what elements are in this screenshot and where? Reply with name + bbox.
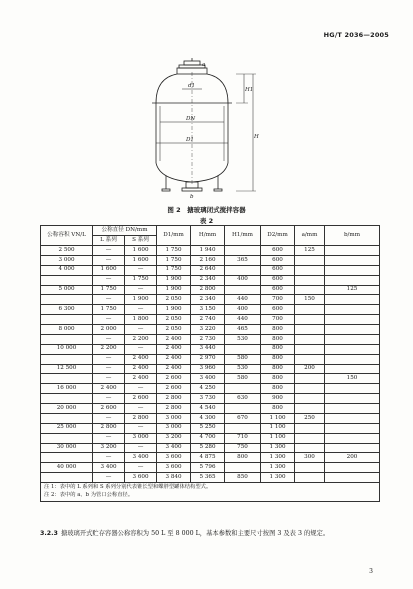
table-cell-s: —: [125, 384, 157, 394]
table-cell-h: 3 730: [191, 394, 225, 404]
label-d1: d1: [188, 83, 196, 89]
table-cell-s: 2 400: [125, 354, 157, 364]
specification-table: [40, 225, 380, 502]
vessel-drawing: [116, 58, 286, 198]
table-caption: 表 2: [199, 217, 214, 225]
table-cell-d2: 800: [261, 354, 295, 364]
table-cell-vn: 6 300: [41, 305, 93, 315]
table-cell-b: [325, 413, 380, 423]
table-cell-h: 4 540: [191, 404, 225, 414]
table-row: [41, 344, 380, 354]
table-cell-b: [325, 433, 380, 443]
table-cell-l: —: [93, 295, 125, 305]
table-cell-h1: 440: [225, 295, 261, 305]
table-cell-b: [325, 275, 380, 285]
table-cell-s: —: [125, 325, 157, 335]
table-row: [41, 246, 380, 256]
label-a: a: [202, 62, 206, 68]
table-cell-h: 2 800: [191, 285, 225, 295]
table-cell-h1: 465: [225, 325, 261, 335]
header-h1: H1/mm: [225, 226, 261, 246]
table-cell-vn: [41, 315, 93, 325]
table-cell-h: 3 400: [191, 374, 225, 384]
table-cell-l: —: [93, 364, 125, 374]
table-cell-b: [325, 255, 380, 265]
table-cell-h: 3 150: [191, 305, 225, 315]
table-row: [41, 453, 380, 463]
table-cell-a: [295, 394, 325, 404]
table-row: [41, 285, 380, 295]
table-cell-h: 4 250: [191, 384, 225, 394]
table-cell-vn: 30 000: [41, 443, 93, 453]
table-cell-d1: 1 900: [157, 305, 191, 315]
table-cell-b: [325, 423, 380, 433]
section-number: 3.2.3: [40, 530, 58, 537]
table-cell-h: 2 340: [191, 275, 225, 285]
table-cell-d1: 1 900: [157, 285, 191, 295]
table-cell-h1: 365: [225, 255, 261, 265]
table-cell-vn: [41, 473, 93, 483]
table-cell-s: —: [125, 344, 157, 354]
table-cell-d2: 1 300: [261, 473, 295, 483]
table-cell-b: [325, 344, 380, 354]
table-cell-h1: 580: [225, 354, 261, 364]
table-row: [41, 473, 380, 483]
table-notes: [41, 483, 380, 502]
table-cell-d1: 2 400: [157, 354, 191, 364]
table-cell-b: [325, 384, 380, 394]
table-cell-d2: 800: [261, 404, 295, 414]
table-cell-a: 125: [295, 246, 325, 256]
table-cell-s: 2 200: [125, 334, 157, 344]
table-cell-s: —: [125, 305, 157, 315]
table-cell-d2: 1 100: [261, 413, 295, 423]
table-cell-d1: 2 800: [157, 404, 191, 414]
table-cell-d2: 600: [261, 275, 295, 285]
table-row: [41, 394, 380, 404]
table-cell-l: —: [93, 246, 125, 256]
table-cell-vn: [41, 334, 93, 344]
table-cell-h: 4 875: [191, 453, 225, 463]
table-cell-a: 150: [295, 295, 325, 305]
table-cell-l: —: [93, 413, 125, 423]
table-cell-h1: [225, 384, 261, 394]
table-cell-s: 1 800: [125, 315, 157, 325]
table-cell-h1: 400: [225, 275, 261, 285]
table-cell-vn: 3 000: [41, 255, 93, 265]
table-cell-h1: 440: [225, 315, 261, 325]
label-D1: D1: [186, 137, 194, 143]
table-cell-b: 125: [325, 285, 380, 295]
table-cell-vn: 10 000: [41, 344, 93, 354]
table-cell-a: [295, 305, 325, 315]
table-cell-b: [325, 473, 380, 483]
table-cell-s: —: [125, 404, 157, 414]
table-cell-h1: 710: [225, 433, 261, 443]
table-cell-d1: 2 050: [157, 295, 191, 305]
table-cell-h: 2 160: [191, 255, 225, 265]
table-cell-d1: 2 050: [157, 325, 191, 335]
header-dn-group: 公称直径 DN/mm: [93, 226, 157, 236]
table-cell-a: 200: [295, 364, 325, 374]
table-cell-d1: 3 600: [157, 463, 191, 473]
table-cell-b: [325, 404, 380, 414]
page-number: 3: [369, 568, 373, 575]
table-cell-h1: 670: [225, 413, 261, 423]
figure-caption: 图 2 搪玻璃闭式搅拌容器: [167, 206, 246, 214]
table-cell-h: 3 960: [191, 364, 225, 374]
table-cell-h: 2 740: [191, 315, 225, 325]
label-H1: H1: [245, 87, 254, 93]
table-cell-s: 3 600: [125, 473, 157, 483]
table-cell-h1: 400: [225, 305, 261, 315]
table-row: [41, 295, 380, 305]
table-cell-d1: 3 200: [157, 433, 191, 443]
table-cell-s: 1 600: [125, 255, 157, 265]
table-cell-vn: 8 000: [41, 325, 93, 335]
table-cell-a: [295, 275, 325, 285]
table-cell-d2: 800: [261, 344, 295, 354]
table-cell-a: [295, 443, 325, 453]
table-row: [41, 384, 380, 394]
header-vn: 公称容积 VN/L: [41, 226, 93, 246]
table-cell-h1: [225, 344, 261, 354]
table-cell-l: 3 400: [93, 463, 125, 473]
table-cell-l: 2 600: [93, 404, 125, 414]
table-cell-vn: 2 500: [41, 246, 93, 256]
table-row: [41, 255, 380, 265]
table-cell-s: 3 000: [125, 433, 157, 443]
table-cell-a: 250: [295, 413, 325, 423]
table-row: [41, 404, 380, 414]
table-cell-s: 1 900: [125, 295, 157, 305]
table-cell-b: 150: [325, 374, 380, 384]
header-s-series: S 系列: [125, 236, 157, 246]
table-cell-l: 1 750: [93, 305, 125, 315]
table-cell-d2: 700: [261, 315, 295, 325]
table-row: [41, 275, 380, 285]
table-cell-h1: [225, 265, 261, 275]
table-cell-s: 1 750: [125, 275, 157, 285]
table-cell-h: 5 250: [191, 423, 225, 433]
section-text: 搪玻璃开式贮存容器公称容积为 50 L 至 8 000 L，基本参数和主要尺寸按图 3 及表 3 的规定。: [60, 530, 330, 537]
table-cell-s: 2 400: [125, 364, 157, 374]
table-cell-h: 5 280: [191, 443, 225, 453]
table-cell-l: —: [93, 275, 125, 285]
table-cell-d1: 1 750: [157, 265, 191, 275]
table-cell-h: 4 300: [191, 413, 225, 423]
table-cell-d2: 1 100: [261, 423, 295, 433]
table-cell-l: —: [93, 394, 125, 404]
table-cell-d1: 2 050: [157, 315, 191, 325]
table-cell-a: [295, 255, 325, 265]
table-cell-a: [295, 265, 325, 275]
table-cell-h1: 580: [225, 374, 261, 384]
table-cell-d2: 800: [261, 334, 295, 344]
table-cell-d2: 800: [261, 384, 295, 394]
table-cell-d1: 3 000: [157, 423, 191, 433]
table-cell-h: 2 730: [191, 334, 225, 344]
table-cell-l: —: [93, 433, 125, 443]
table-cell-s: 2 600: [125, 394, 157, 404]
table-cell-vn: [41, 275, 93, 285]
table-cell-s: 2 400: [125, 374, 157, 384]
table-row: [41, 423, 380, 433]
table-cell-a: 300: [295, 453, 325, 463]
table-cell-h1: [225, 285, 261, 295]
table-row: [41, 305, 380, 315]
table-cell-vn: 16 000: [41, 384, 93, 394]
table-cell-vn: [41, 433, 93, 443]
table-cell-d2: 600: [261, 305, 295, 315]
table-row: [41, 325, 380, 335]
table-cell-l: 3 200: [93, 443, 125, 453]
table-cell-h: 1 940: [191, 246, 225, 256]
table-body: [41, 246, 380, 483]
note-1: 注 1：表中的 L 系列和 S 系列分别代表锥长型和蝶胖型罐体结构型式。: [44, 484, 212, 491]
table-cell-a: [295, 404, 325, 414]
table-cell-vn: [41, 295, 93, 305]
table-row: [41, 364, 380, 374]
table-cell-vn: 40 000: [41, 463, 93, 473]
table-row: [41, 413, 380, 423]
table-cell-s: —: [125, 423, 157, 433]
table-cell-s: 2 800: [125, 413, 157, 423]
label-b: b: [190, 194, 194, 198]
table-row: [41, 443, 380, 453]
table-cell-d2: 1 300: [261, 453, 295, 463]
section-paragraph: [40, 528, 379, 540]
table-cell-a: [295, 315, 325, 325]
table-cell-d2: 600: [261, 285, 295, 295]
table-cell-h1: 630: [225, 394, 261, 404]
table-cell-h1: [225, 246, 261, 256]
table-cell-b: [325, 394, 380, 404]
table-cell-s: —: [125, 265, 157, 275]
table-cell-b: [325, 246, 380, 256]
label-H: H: [254, 134, 259, 140]
table-cell-h: 5 365: [191, 473, 225, 483]
table-cell-a: [295, 285, 325, 295]
table-cell-d1: 2 600: [157, 374, 191, 384]
table-cell-b: [325, 305, 380, 315]
table-cell-b: [325, 265, 380, 275]
table-cell-h1: 850: [225, 473, 261, 483]
table-cell-h1: [225, 463, 261, 473]
table-cell-h: 2 640: [191, 265, 225, 275]
table-cell-d2: 800: [261, 364, 295, 374]
table-cell-d2: 600: [261, 265, 295, 275]
table-row: [41, 463, 380, 473]
table-cell-b: [325, 443, 380, 453]
table-cell-d2: 1 300: [261, 463, 295, 473]
table-cell-d1: 3 400: [157, 443, 191, 453]
table-cell-b: [325, 354, 380, 364]
table-cell-d1: 2 400: [157, 344, 191, 354]
note-2: 注 2：表中的 a、b 为管口公称直径。: [44, 492, 134, 499]
table-cell-vn: [41, 374, 93, 384]
table-cell-vn: 25 000: [41, 423, 93, 433]
header-l-series: L 系列: [93, 236, 125, 246]
table-cell-a: [295, 384, 325, 394]
table-cell-s: —: [125, 443, 157, 453]
table-cell-l: 1 600: [93, 265, 125, 275]
table-cell-vn: [41, 354, 93, 364]
table-cell-l: —: [93, 334, 125, 344]
table-cell-d1: 3 600: [157, 453, 191, 463]
table-cell-d1: 2 800: [157, 394, 191, 404]
table-row: [41, 334, 380, 344]
table-cell-h: 2 340: [191, 295, 225, 305]
header-d2: D2/mm: [261, 226, 295, 246]
table-cell-d2: 800: [261, 374, 295, 384]
table-cell-d1: 1 750: [157, 246, 191, 256]
table-cell-a: [295, 423, 325, 433]
table-cell-a: [295, 344, 325, 354]
table-cell-d2: 800: [261, 325, 295, 335]
table-cell-h1: [225, 423, 261, 433]
table-row: [41, 315, 380, 325]
header-h: H/mm: [191, 226, 225, 246]
table-cell-d2: 900: [261, 394, 295, 404]
table-cell-h1: 750: [225, 443, 261, 453]
table-cell-s: —: [125, 285, 157, 295]
table-cell-h1: 530: [225, 334, 261, 344]
table-cell-d2: 600: [261, 255, 295, 265]
table-row: [41, 433, 380, 443]
table-cell-h: 4 700: [191, 433, 225, 443]
table-cell-a: [295, 334, 325, 344]
table-cell-s: 1 600: [125, 246, 157, 256]
table-cell-a: [295, 325, 325, 335]
header-b: b/mm: [325, 226, 380, 246]
table-cell-d2: 1 100: [261, 433, 295, 443]
table-row: [41, 265, 380, 275]
table-cell-a: [295, 473, 325, 483]
table-cell-l: 2 400: [93, 384, 125, 394]
table-cell-b: [325, 334, 380, 344]
table-cell-vn: [41, 453, 93, 463]
table-cell-b: [325, 295, 380, 305]
table-cell-d1: 2 600: [157, 384, 191, 394]
table-cell-b: [325, 463, 380, 473]
table-cell-l: —: [93, 374, 125, 384]
table-cell-vn: [41, 394, 93, 404]
table-cell-d2: 1 300: [261, 443, 295, 453]
table-cell-b: [325, 325, 380, 335]
table-cell-vn: 20 000: [41, 404, 93, 414]
table-cell-a: [295, 433, 325, 443]
table-cell-h1: [225, 404, 261, 414]
table-cell-l: 2 200: [93, 344, 125, 354]
specification-table-container: [40, 225, 379, 502]
label-dn: DN: [186, 116, 196, 122]
table-cell-b: [325, 364, 380, 374]
table-cell-d1: 1 900: [157, 275, 191, 285]
standard-number: HG/T 2036—2005: [323, 31, 389, 39]
table-cell-a: [295, 354, 325, 364]
table-cell-h1: 530: [225, 364, 261, 374]
table-cell-l: —: [93, 315, 125, 325]
table-cell-d1: 3 000: [157, 413, 191, 423]
table-cell-l: 2 800: [93, 423, 125, 433]
table-cell-b: [325, 315, 380, 325]
table-cell-vn: [41, 413, 93, 423]
table-cell-h1: 800: [225, 453, 261, 463]
table-cell-b: 200: [325, 453, 380, 463]
table-cell-d1: 1 750: [157, 255, 191, 265]
table-cell-l: —: [93, 473, 125, 483]
table-cell-d1: 2 400: [157, 334, 191, 344]
table-row: [41, 354, 380, 364]
table-cell-s: 3 400: [125, 453, 157, 463]
table-cell-h: 3 440: [191, 344, 225, 354]
table-cell-d2: 600: [261, 246, 295, 256]
table-cell-l: 2 000: [93, 325, 125, 335]
table-cell-a: [295, 374, 325, 384]
table-cell-h: 5 796: [191, 463, 225, 473]
table-cell-vn: 4 000: [41, 265, 93, 275]
header-d1: D1/mm: [157, 226, 191, 246]
table-cell-vn: 5 000: [41, 285, 93, 295]
table-cell-d1: 3 840: [157, 473, 191, 483]
table-cell-s: —: [125, 463, 157, 473]
header-a: a/mm: [295, 226, 325, 246]
table-cell-l: 1 750: [93, 285, 125, 295]
table-cell-h: 3 220: [191, 325, 225, 335]
table-cell-d1: 2 400: [157, 364, 191, 374]
table-cell-d2: 700: [261, 295, 295, 305]
table-cell-h: 2 970: [191, 354, 225, 364]
table-cell-a: [295, 463, 325, 473]
table-notes-row: [41, 483, 380, 502]
table-cell-l: —: [93, 354, 125, 364]
table-cell-vn: 12 500: [41, 364, 93, 374]
table-cell-l: —: [93, 255, 125, 265]
table-row: [41, 374, 380, 384]
table-cell-l: —: [93, 453, 125, 463]
